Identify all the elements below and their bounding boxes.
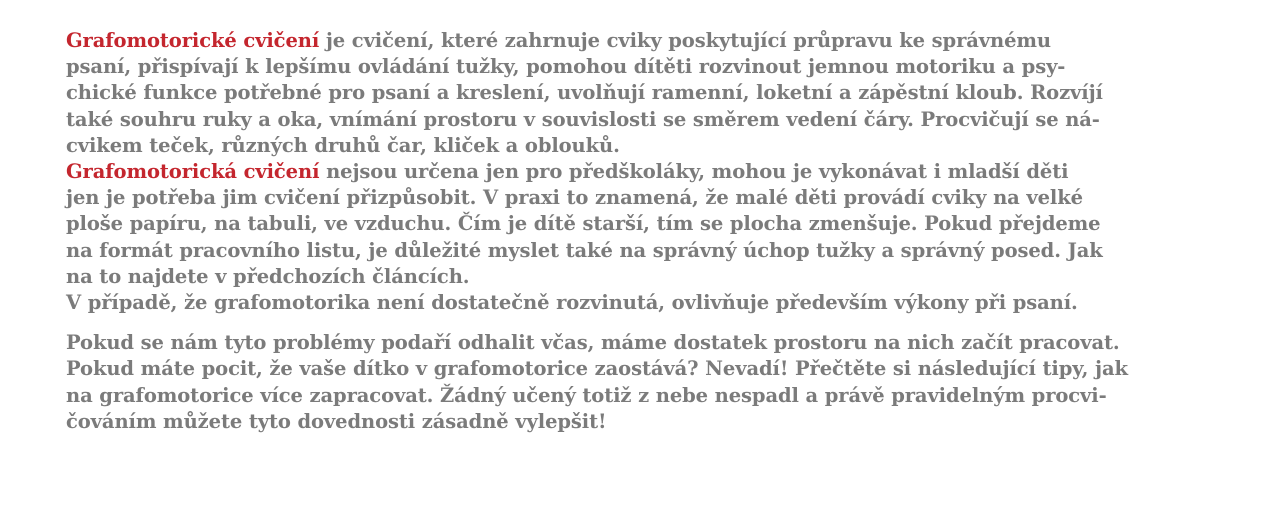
text-line: cvikem teček, různých druhů čar, kliček a oblouků. [66, 133, 620, 157]
text-line [66, 159, 1246, 185]
text-segment: je cvičení, které zahrnuje cviky poskytující průpravu ke správnému [319, 29, 1052, 52]
paragraph-2 [66, 159, 1246, 290]
text-line [66, 28, 1246, 54]
text-line: také souhru ruky a oka, vnímání prostoru v souvislosti se směrem vedení čáry. Procvičují se ná- [66, 107, 1100, 131]
text-line: čováním můžete tyto dovednosti zásadně vylepšit! [66, 409, 607, 433]
article-body [66, 28, 1246, 435]
highlighted-term: Grafomotorická cvičení [66, 160, 320, 184]
text-line: jen je potřeba jim cvičení přizpůsobit. V praxi to znamená, že malé děti provádí cviky na velké [66, 186, 1083, 210]
text-line: Pokud se nám tyto problémy podaří odhalit včas, máme dostatek prostoru na nich začít pracovat. [66, 331, 1120, 355]
text-line: V případě, že grafomotorika není dostatečně rozvinutá, ovlivňuje především výkony při psaní. [66, 291, 1078, 315]
text-segment: nejsou určena jen pro předškoláky, mohou je vykonávat i mladší děti [319, 160, 1069, 184]
text-line: chické funkce potřebné pro psaní a kreslení, uvolňují ramenní, loketní a zápěstní kloub. Rozvíjí [66, 81, 1103, 105]
text-line: ploše papíru, na tabuli, ve vzduchu. Čím je dítě starší, tím se plocha zmenšuje. Pokud přejdeme [66, 212, 1101, 236]
text-line: na grafomotorice více zapracovat. Žádný učený totiž z nebe nespadl a právě pravidelným procvi- [66, 383, 1107, 407]
text-line: na to najdete v předchozích článcích. [66, 264, 470, 288]
text-line: Pokud máte pocit, že vaše dítko v grafomotorice zaostává? Nevadí! Přečtěte si následující tipy, jak [66, 357, 1128, 381]
paragraph-3 [66, 290, 1246, 316]
text-line: na formát pracovního listu, je důležité myslet také na správný úchop tužky a správný posed. Jak [66, 238, 1103, 262]
text-line: psaní, přispívají k lepšímu ovládání tužky, pomohou dítěti rozvinout jemnou motoriku a psy- [66, 55, 1066, 79]
paragraph-spacer [66, 316, 1246, 330]
highlighted-term: Grafomotorické cvičení [66, 29, 320, 52]
paragraph-1 [66, 28, 1246, 159]
paragraph-4 [66, 330, 1246, 435]
